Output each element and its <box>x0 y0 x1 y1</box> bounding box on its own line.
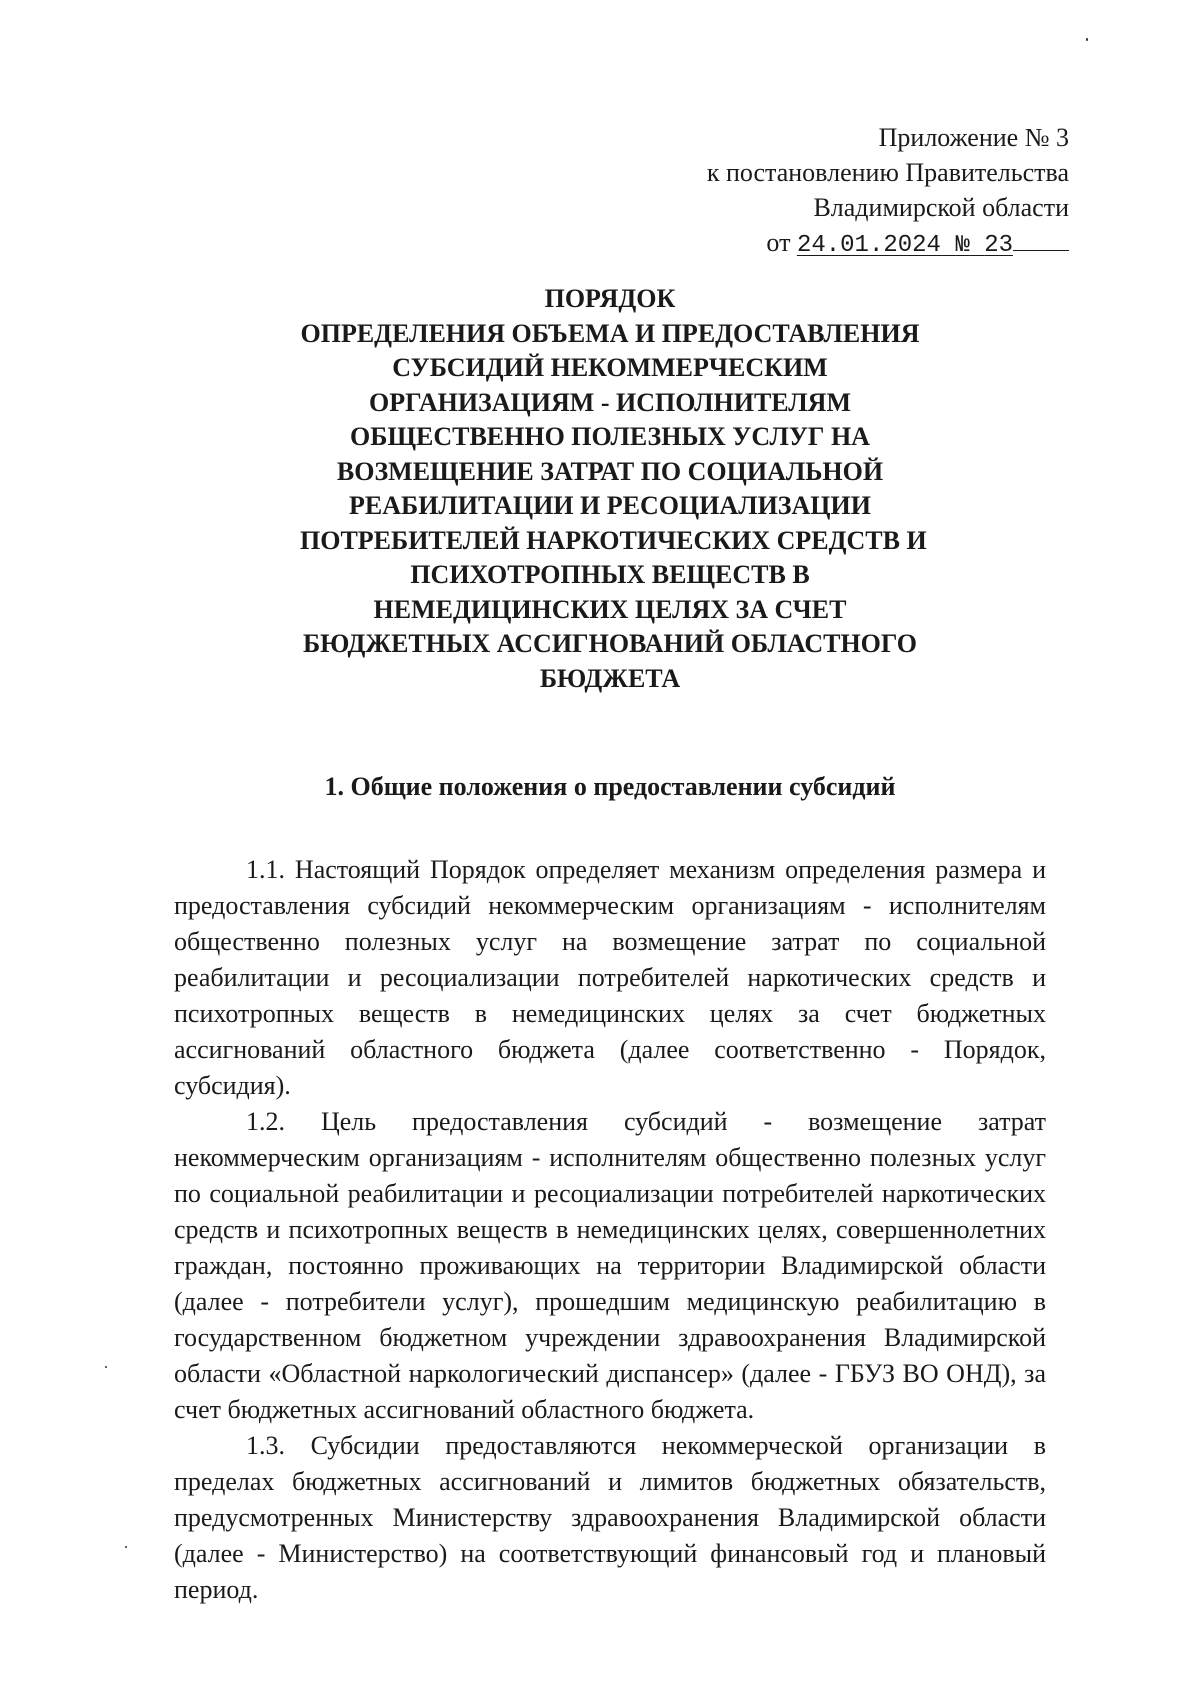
resolution-date: 24.01.2024 <box>796 232 941 259</box>
title-line: СУБСИДИЙ НЕКОММЕРЧЕСКИМ <box>392 353 828 382</box>
appendix-resolution-ref: к постановлению Правительства <box>706 158 1069 187</box>
resolution-number: 23 <box>984 232 1013 259</box>
resolution-number-field <box>941 232 1013 259</box>
appendix-date-line <box>707 225 1069 263</box>
title-line: БЮДЖЕТНЫХ АССИГНОВАНИЙ ОБЛАСТНОГО <box>302 629 918 658</box>
title-line: ОБЩЕСТВЕННО ПОЛЕЗНЫХ УСЛУГ НА <box>350 422 870 451</box>
paragraph-1-2: 1.2. Цель предоставления субсидий - возмещение затрат некоммерческим организациям - исполнителям общественно полезных услуг по социальной реабилитации и ресоциализации потребителей наркотических средств и психотропных веществ в немедицинских целях, совершеннолетних граждан, постоянно проживающих на территории Владимирской области (далее - потребители услуг), прошедшим медицинскую реабилитацию в государственном бюджетном учреждении здравоохранения Владимирской области «Областной наркологический диспансер» (далее - ГБУЗ ВО ОНД), за счет бюджетных ассигнований областного бюджета. <box>174 1107 1046 1424</box>
title-line: НЕМЕДИЦИНСКИХ ЦЕЛЯХ ЗА СЧЕТ <box>373 594 847 624</box>
document-title <box>300 282 927 696</box>
section-heading: 1. Общие положения о предоставлении субсидий <box>324 772 896 801</box>
scan-speck <box>125 1546 127 1548</box>
appendix-header <box>707 120 1069 263</box>
number-sign: № <box>955 232 970 259</box>
title-line: ПСИХОТРОПНЫХ ВЕЩЕСТВ В <box>410 560 810 589</box>
title-line: ПОРЯДОК <box>544 284 676 313</box>
scan-speck <box>105 1366 107 1368</box>
title-line: РЕАБИЛИТАЦИИ И РЕСОЦИАЛИЗАЦИИ <box>349 491 871 520</box>
appendix-number: Приложение № 3 <box>878 123 1069 152</box>
title-line: ОРГАНИЗАЦИЯМ - ИСПОЛНИТЕЛЯМ <box>369 387 851 417</box>
title-line: БЮДЖЕТА <box>539 663 681 693</box>
title-line: ПОТРЕБИТЕЛЕЙ НАРКОТИЧЕСКИХ СРЕДСТВ И <box>300 525 927 555</box>
paragraph-1-1: 1.1. Настоящий Порядок определяет механизм определения размера и предоставления субсидий некоммерческим организациям - исполнителям общественно полезных услуг на возмещение затрат по социальной реабилитации и ресоциализации потребителей наркотических средств и психотропных веществ в немедицинских целях за счет бюджетных ассигнований областного бюджета (далее соответственно - Порядок, субсидия). <box>174 855 1046 1100</box>
paragraph-1-3: 1.3. Субсидии предоставляются некоммерческой организации в пределах бюджетных ассигнований и лимитов бюджетных обязательств, предусмотренных Министерству здравоохранения Владимирской области (далее - Министерство) на соответствующий финансовый год и плановый период. <box>174 1431 1046 1604</box>
date-prefix: от <box>766 228 791 257</box>
appendix-region: Владимирской области <box>813 193 1069 222</box>
title-line: ВОЗМЕЩЕНИЕ ЗАТРАТ ПО СОЦИАЛЬНОЙ <box>336 456 884 486</box>
title-line: ОПРЕДЕЛЕНИЯ ОБЪЕМА И ПРЕДОСТАВЛЕНИЯ <box>300 318 920 348</box>
scan-speck <box>1086 38 1088 41</box>
underline-tail <box>1013 226 1069 251</box>
section-body <box>174 852 1046 1608</box>
